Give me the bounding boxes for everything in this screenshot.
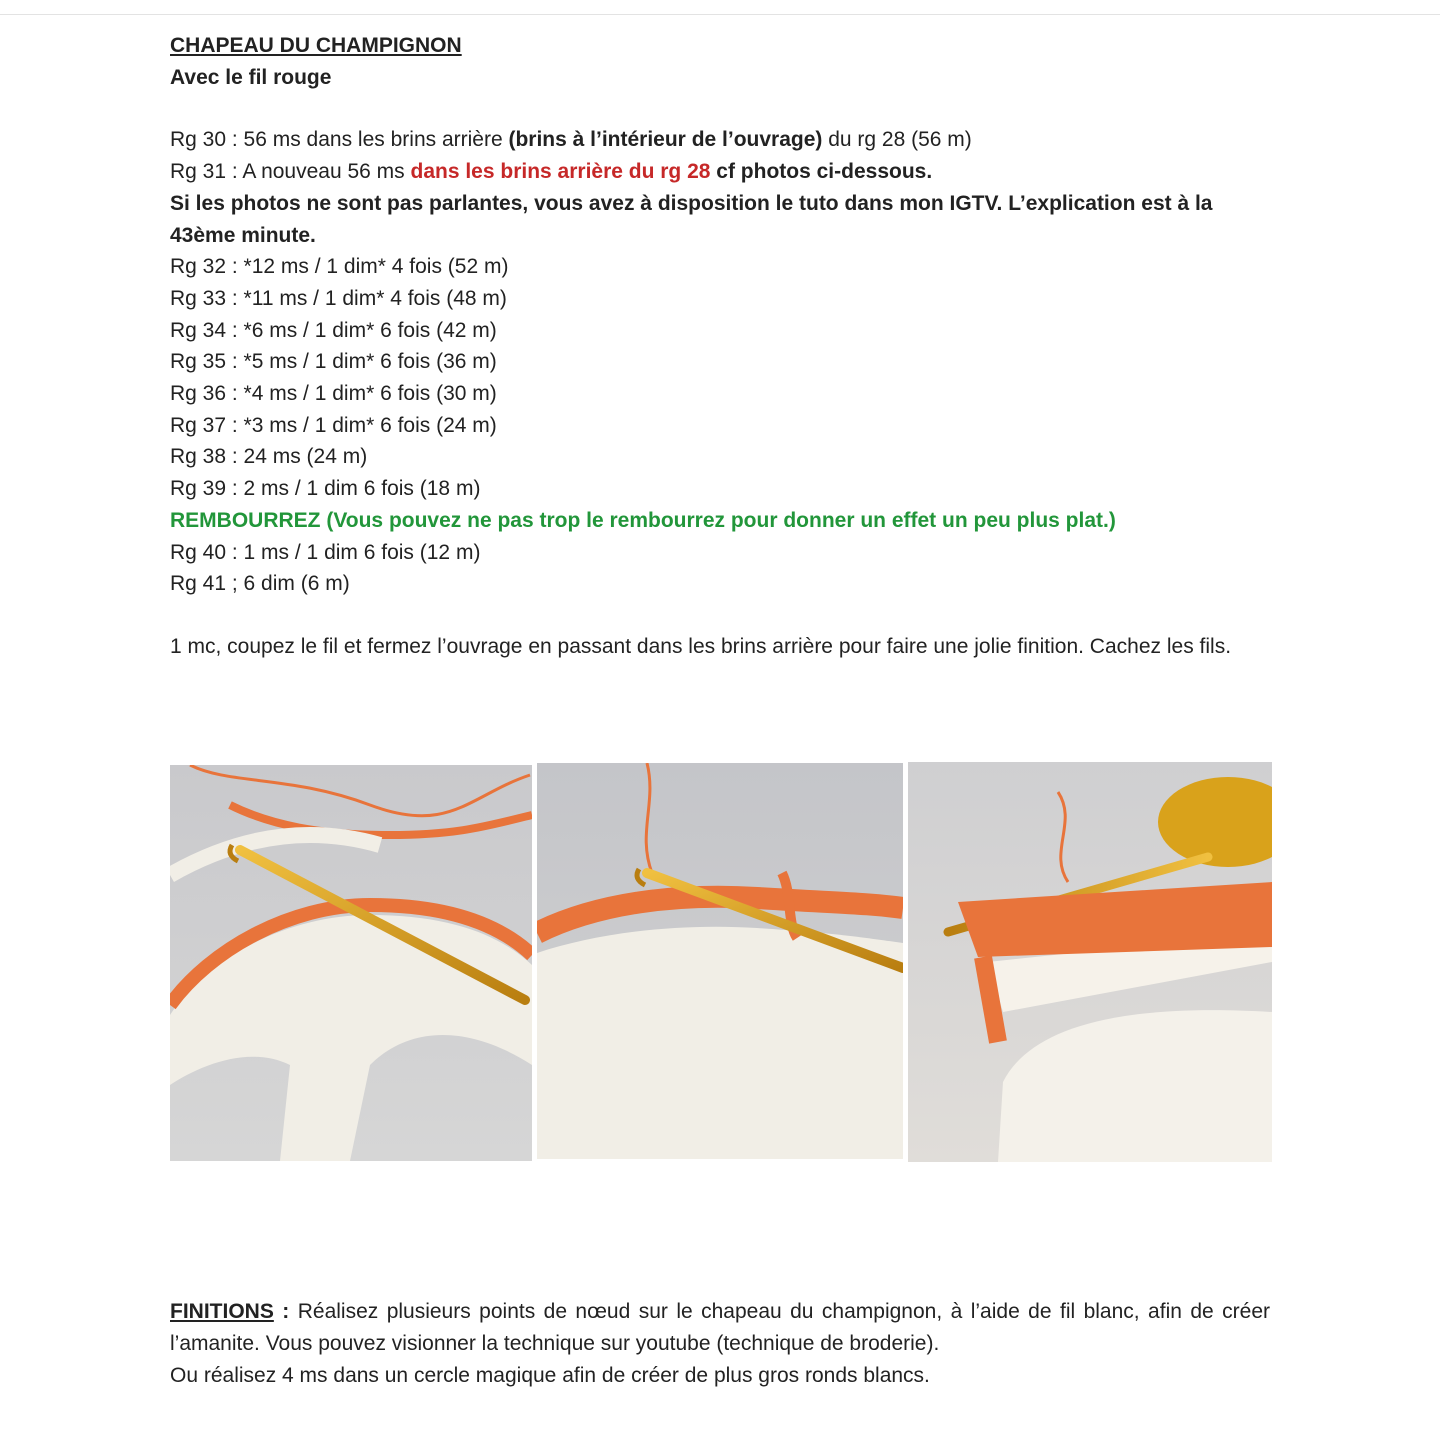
row-37: Rg 37 : *3 ms / 1 dim* 6 fois (24 m) bbox=[170, 413, 497, 437]
row-31 bbox=[170, 156, 1270, 188]
photo-hook-back-loops-1 bbox=[170, 765, 532, 1161]
row-30-count: du rg 28 (56 m) bbox=[822, 128, 972, 152]
finishing-alternative: Ou réalisez 4 ms dans un cercle magique afin de créer de plus gros ronds blancs. bbox=[170, 1364, 930, 1387]
pattern-document bbox=[170, 30, 1270, 663]
row-33: Rg 33 : *11 ms / 1 dim* 4 fois (48 m) bbox=[170, 286, 507, 310]
photo-hook-back-loops-2 bbox=[537, 763, 903, 1159]
row-36: Rg 36 : *4 ms / 1 dim* 6 fois (30 m) bbox=[170, 382, 497, 406]
row-30 bbox=[170, 124, 1270, 156]
row-39: Rg 39 : 2 ms / 1 dim 6 fois (18 m) bbox=[170, 477, 481, 501]
closing-instruction: 1 mc, coupez le fil et fermez l’ouvrage en passant dans les brins arrière pour faire une jolie finition. Cachez les fils. bbox=[170, 634, 1232, 658]
photo-strip bbox=[170, 762, 1272, 1162]
row-31-reference: cf photos ci-dessous. bbox=[710, 160, 933, 184]
row-31-highlight: dans les brins arrière du rg 28 bbox=[410, 160, 711, 184]
top-divider bbox=[0, 14, 1440, 15]
row-38: Rg 38 : 24 ms (24 m) bbox=[170, 445, 368, 469]
row-30-text: Rg 30 : 56 ms dans les brins arrière bbox=[170, 128, 509, 152]
row-41: Rg 41 ; 6 dim (6 m) bbox=[170, 572, 350, 596]
finishing-paragraph bbox=[170, 1296, 1270, 1360]
row-34: Rg 34 : *6 ms / 1 dim* 6 fois (42 m) bbox=[170, 318, 497, 342]
row-31-text: Rg 31 : A nouveau 56 ms bbox=[170, 160, 411, 184]
finishing-section bbox=[170, 1296, 1270, 1392]
document-subtitle: Avec le fil rouge bbox=[170, 65, 332, 89]
row-35: Rg 35 : *5 ms / 1 dim* 6 fois (36 m) bbox=[170, 350, 497, 374]
row-32: Rg 32 : *12 ms / 1 dim* 4 fois (52 m) bbox=[170, 255, 509, 279]
finishing-heading: FINITIONS bbox=[170, 1300, 274, 1323]
photo-finished-edge bbox=[908, 762, 1272, 1162]
finishing-colon: : bbox=[273, 1300, 298, 1323]
row-30-emphasis: (brins à l’intérieur de l’ouvrage) bbox=[508, 128, 823, 152]
igtv-note: Si les photos ne sont pas parlantes, vous avez à disposition le tuto dans mon IGTV. L’explication est à la 43ème minute. bbox=[170, 191, 1213, 247]
finishing-text: Réalisez plusieurs points de nœud sur le chapeau du champignon, à l’aide de fil blanc, afin de créer l’amanite. Vous pouvez visionner la technique sur youtube (technique de broderie). bbox=[170, 1300, 1270, 1355]
row-40: Rg 40 : 1 ms / 1 dim 6 fois (12 m) bbox=[170, 540, 481, 564]
stuffing-instruction: REMBOURREZ (Vous pouvez ne pas trop le rembourrez pour donner un effet un peu plus plat.) bbox=[170, 508, 1116, 532]
document-title: CHAPEAU DU CHAMPIGNON bbox=[170, 34, 462, 57]
